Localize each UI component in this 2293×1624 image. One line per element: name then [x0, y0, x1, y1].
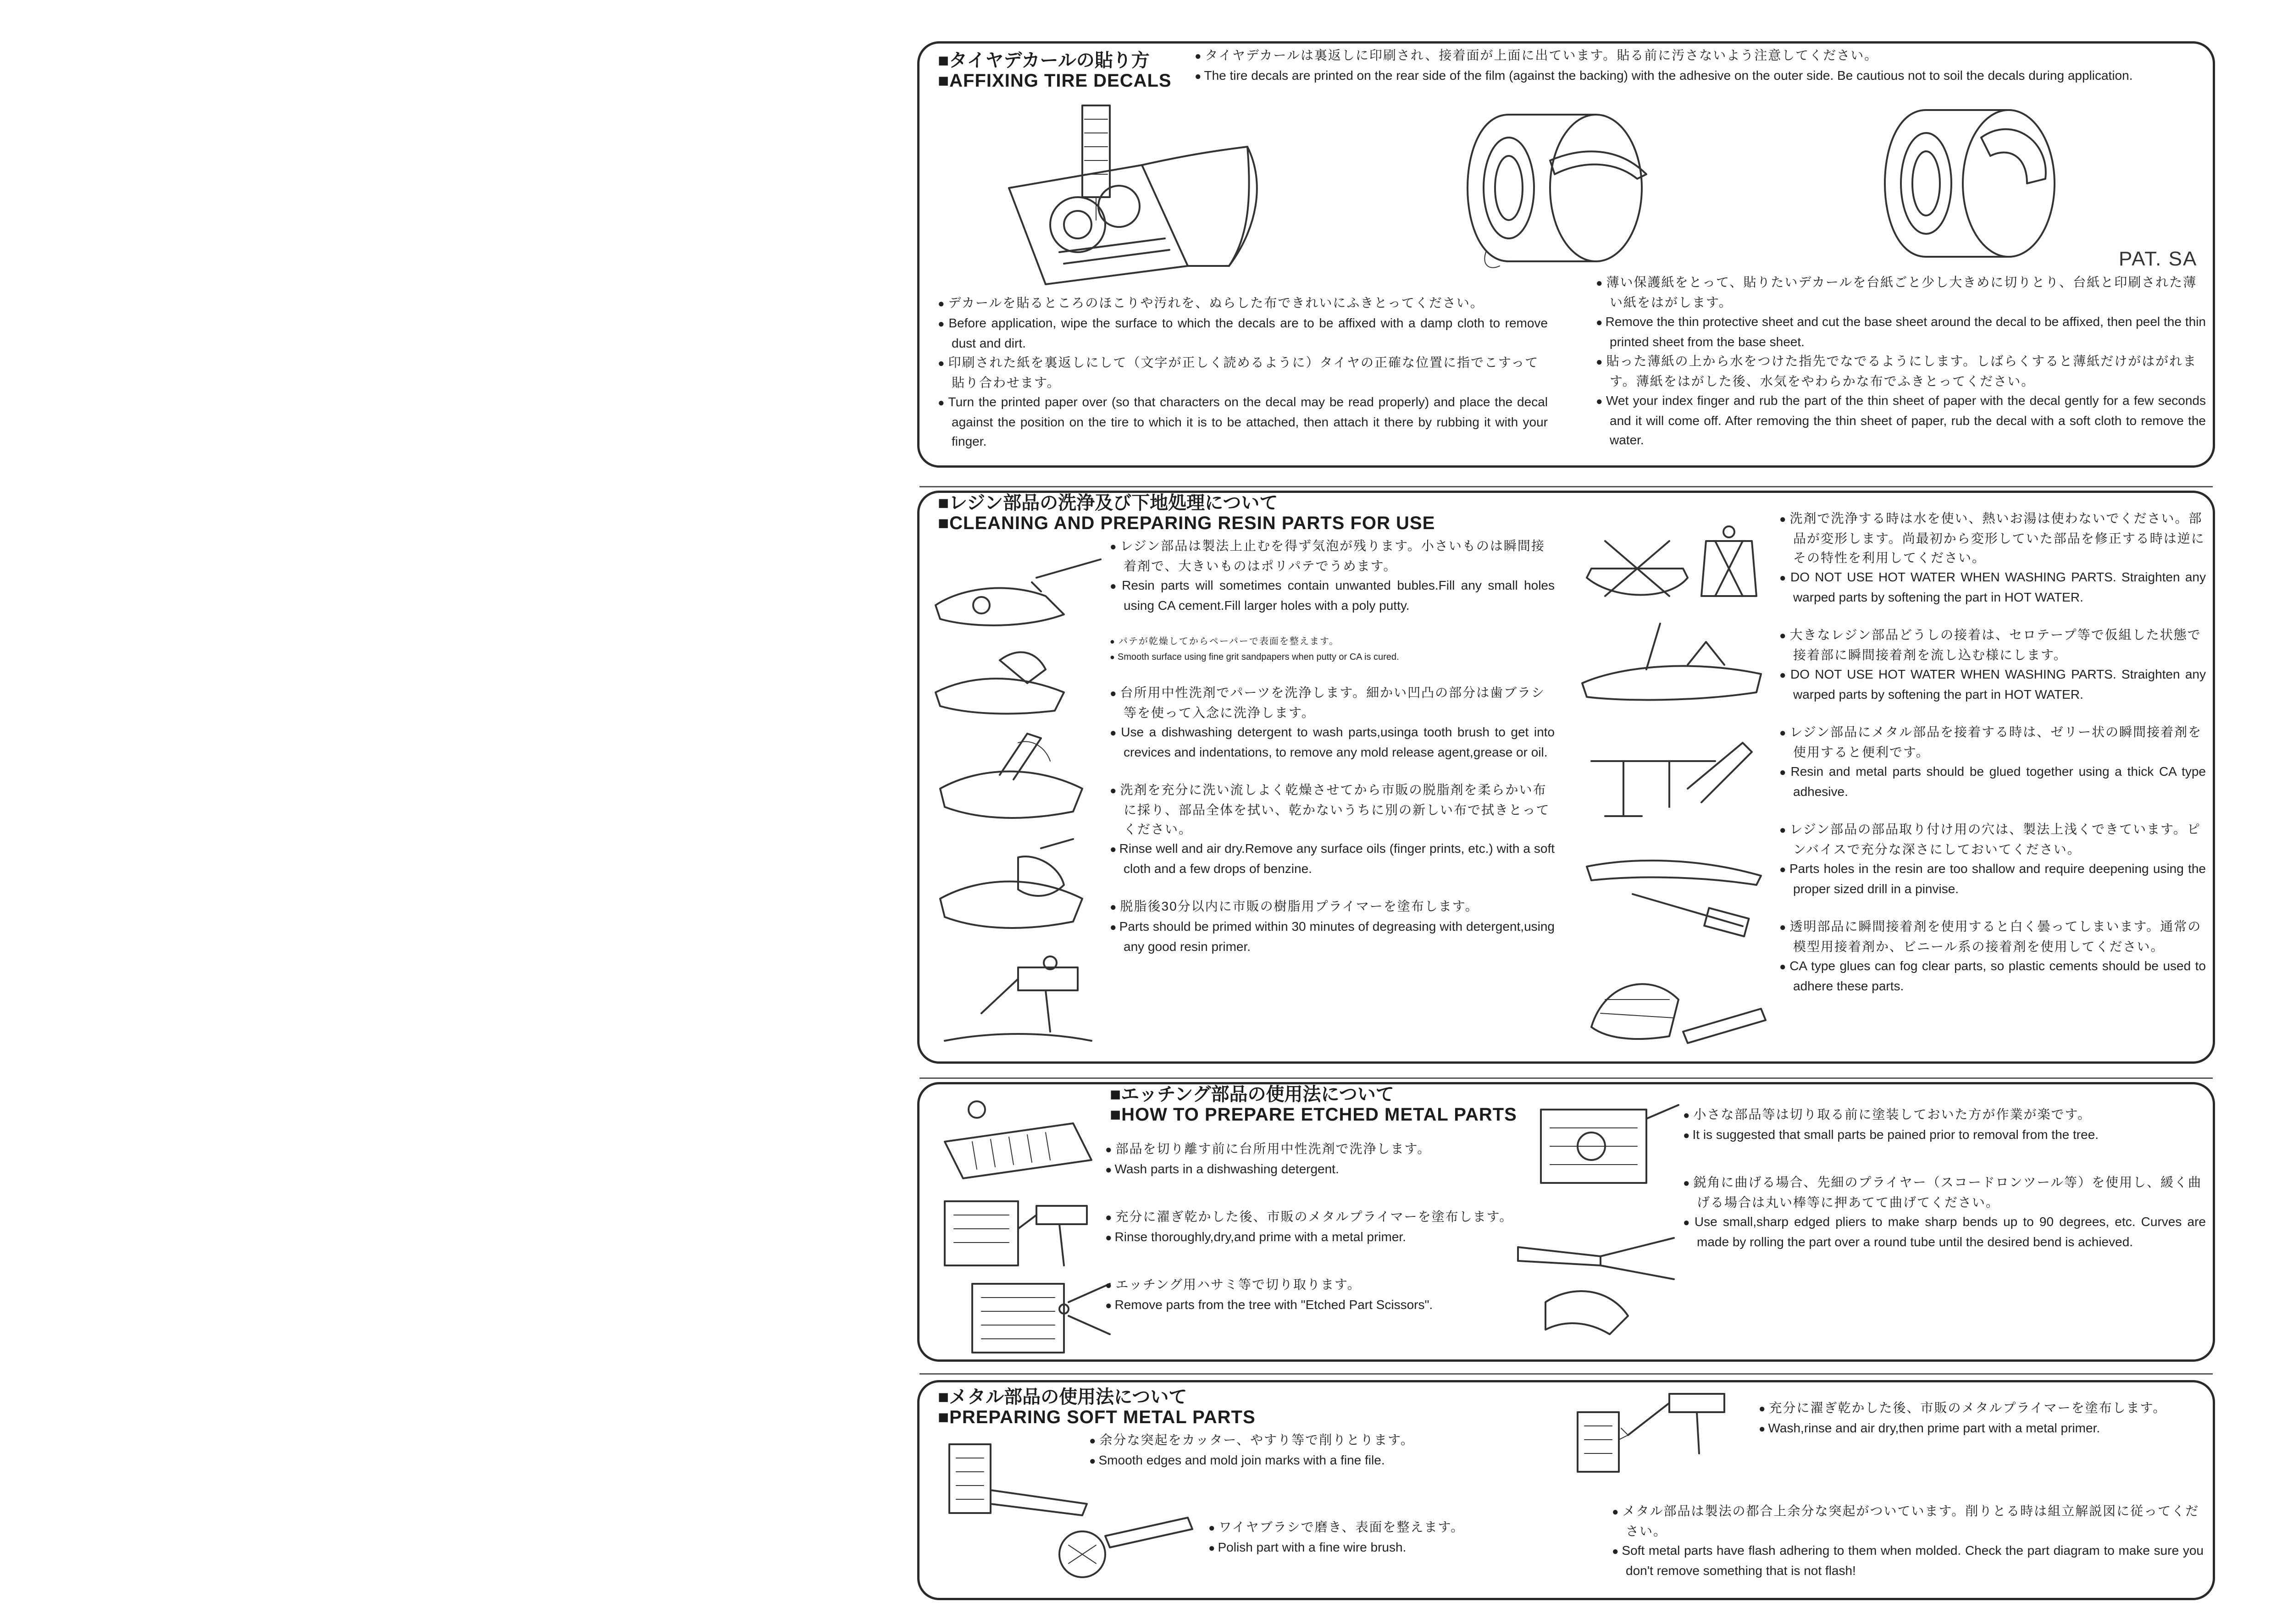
metal-right-step-1-jp: ● 充分に濯ぎ乾かした後、市販のメタルプライマーを塗布します。 — [1759, 1398, 2199, 1419]
etched-right-step-2-en: ● Use small,sharp edged pliers to make sharp bends up to 90 degrees, etc. Curves are made by rolling the part over a round tube until the desired bend is achieved. — [1683, 1212, 2206, 1252]
resin-putty-illustration — [926, 550, 1110, 637]
resin-right-step-3-jp: ● レジン部品にメタル部品を接着する時は、ゼリー状の瞬間接着剤を使用すると便利です。 — [1779, 723, 2206, 762]
resin-sanding-illustration — [926, 642, 1110, 720]
etched-priming-illustration — [936, 1188, 1105, 1275]
tire-right-step-2-jp: ● 貼った薄紙の上から水をつけた指先でなでるようにします。しばらくすると薄紙だけがはがれます。薄紙をはがした後、水気をやわらかな布でふきとってください。 — [1596, 352, 2206, 391]
tire-title-en: ■AFFIXING TIRE DECALS — [938, 71, 1172, 91]
divider-2 — [919, 1077, 2213, 1079]
tire-right-step-2-en: ● Wet your index finger and rub the part of the thin sheet of paper with the decal gently for a few seconds and it will come off. After removing the thin sheet of paper, rub the decal with a soft cloth to remove the water. — [1596, 391, 2206, 450]
resin-left-step-1-jp: ● レジン部品は製法上止むを得ず気泡が残ります。小さいものは瞬間接着剤で、大きいものはポリパテでうめます。 — [1110, 536, 1555, 576]
tire-left-step-2-jp: ● 印刷された紙を裏返しにして（文字が正しく読めるように）タイヤの正確な位置に指でこすって貼り合わせます。 — [938, 353, 1548, 392]
tire-right-step-1-en: ● Remove the thin protective sheet and cut the base sheet around the decal to be affixed, then peel the thin printed sheet from the base sheet. — [1596, 312, 2206, 352]
metal-title-jp: ■メタル部品の使用法について — [938, 1387, 1187, 1407]
resin-right-step-4-jp: ● レジン部品の部品取り付け用の穴は、製法上浅くできています。ピンバイスで充分な深さにしておいてください。 — [1779, 820, 2206, 859]
resin-title-jp: ■レジン部品の洗浄及び下地処理について — [938, 493, 1278, 513]
etched-right-step-1-jp: ● 小さな部品等は切り取る前に塗装しておいた方が作業が楽です。 — [1683, 1105, 2206, 1125]
resin-left-step-4-en: ● Rinse well and air dry.Remove any surface oils (finger prints, etc.) with a soft cloth and a few drops of benzine. — [1110, 839, 1555, 878]
resin-right-step-3-en: ● Resin and metal parts should be glued together using a thick CA type adhesive. — [1779, 762, 2206, 801]
resin-gluing-illustration — [1578, 614, 1770, 720]
resin-left-steps — [1110, 536, 1555, 956]
metal-left-step-1-jp: ● 余分な突起をカッター、やすり等で削りとります。 — [1089, 1431, 1502, 1451]
metal-left-step-1-en: ● Smooth edges and mold join marks with a fine file. — [1089, 1451, 1502, 1471]
tire-decal-applied-illustration — [1862, 96, 2077, 271]
resin-right-step-5-jp: ● 透明部品に瞬間接着剤を使用すると白く曇ってしまいます。通常の模型用接着剤か、ビニール系の接着剤を使用してください。 — [1779, 917, 2206, 956]
tire-left-step-1-jp: ● デカールを貼るところのほこりや汚れを、ぬらした布できれいにふきとってください。 — [938, 293, 1548, 314]
pat-label: PAT. SA — [2119, 248, 2198, 270]
resin-right-step-1-en: ● DO NOT USE HOT WATER WHEN WASHING PARTS. Straighten any warped parts by softening the part in HOT WATER. — [1779, 568, 2206, 607]
decal-sheet-illustration — [991, 101, 1284, 284]
metal-right-step-1 — [1759, 1398, 2199, 1439]
etched-painting-illustration — [1532, 1100, 1683, 1192]
resin-left-step-4-jp: ● 洗剤を充分に洗い流しよく乾燥させてから市販の脱脂剤を柔らかい布に採り、部品全体を拭い、乾かないうちに別の新しい布で拭きとってください。 — [1110, 780, 1555, 839]
etched-left-step-3-en: ● Remove parts from the tree with "Etched Part Scissors". — [1105, 1295, 1545, 1315]
metal-left-step-2-en: ● Polish part with a fine wire brush. — [1208, 1538, 1539, 1558]
resin-metal-gluing-illustration — [1578, 734, 1770, 834]
metal-right-step-2-en: ● Soft metal parts have flash adhering to them when molded. Check the part diagram to make sure you don't remove something that is not flash! — [1612, 1541, 2204, 1580]
metal-left-steps — [1089, 1431, 1502, 1471]
tire-left-step-2-en: ● Turn the printed paper over (so that characters on the decal may be read properly) and place the decal against the position on the tire to which it is to be attached, then attach it there by rubbing it with your finger. — [938, 392, 1548, 451]
resin-title-en: ■CLEANING AND PREPARING RESIN PARTS FOR USE — [938, 513, 1435, 533]
etched-scissors-illustration — [963, 1275, 1114, 1357]
etched-left-step-1-jp: ● 部品を切り離す前に台所用中性洗剤で洗浄します。 — [1105, 1139, 1545, 1160]
etched-pliers-illustration — [1509, 1210, 1683, 1339]
etched-right-step-2-jp: ● 鋭角に曲げる場合、先細のプライヤー（スコードロンツール等）を使用し、緩く曲げる場合は丸い棒等に押あてて曲げてください。 — [1683, 1173, 2206, 1212]
resin-degreasing-illustration — [926, 834, 1110, 935]
resin-right-step-2-jp: ● 大きなレジン部品どうしの接着は、セロテープ等で仮組した状態で接着部に瞬間接着剤を流し込む様にします。 — [1779, 625, 2206, 665]
tire-section-title — [938, 50, 1172, 91]
etched-right-step-1-en: ● It is suggested that small parts be pained prior to removal from the tree. — [1683, 1125, 2206, 1145]
no-hot-water-illustration — [1578, 514, 1770, 605]
resin-left-step-3-jp: ● 台所用中性洗剤でパーツを洗浄します。細かい凹凸の部分は歯ブラシ等を使って入念に洗浄します。 — [1110, 683, 1555, 723]
resin-right-steps — [1779, 509, 2206, 996]
metal-right-step-2-jp: ● メタル部品は製法の都合上余分な突起がついています。削りとる時は組立解説図に従ってください。 — [1612, 1502, 2204, 1541]
resin-right-step-4-en: ● Parts holes in the resin are too shallow and require deepening using the proper sized drill in a pinvise. — [1779, 859, 2206, 899]
etched-title-jp: ■エッチング部品の使用法について — [1110, 1084, 1394, 1105]
etched-left-steps — [1105, 1139, 1545, 1315]
etched-left-step-2-jp: ● 充分に濯ぎ乾かした後、市販のメタルプライマーを塗布します。 — [1105, 1207, 1545, 1227]
tire-left-step-1-en: ● Before application, wipe the surface to which the decals are to be affixed with a damp cloth to remove dust and dirt. — [938, 314, 1548, 353]
metal-section-title — [938, 1387, 1256, 1427]
tire-title-jp: ■タイヤデカールの貼り方 — [938, 50, 1150, 71]
resin-airbrush-illustration — [926, 949, 1110, 1055]
metal-airbrush-illustration — [1559, 1385, 1761, 1476]
etched-right-steps — [1683, 1105, 2206, 1252]
divider-1 — [919, 486, 2213, 487]
resin-washing-illustration — [926, 724, 1110, 825]
etched-left-step-3-jp: ● エッチング用ハサミ等で切り取ります。 — [1105, 1275, 1545, 1295]
resin-left-step-5-en: ● Parts should be primed within 30 minutes of degreasing with detergent,using any good resin primer. — [1110, 917, 1555, 956]
resin-left-step-2-en: ● Smooth surface using fine grit sandpapers when putty or CA is cured. — [1110, 649, 1555, 665]
tire-right-steps — [1596, 273, 2206, 450]
resin-right-step-1-jp: ● 洗剤で洗浄する時は水を使い、熱いお湯は使わないでください。部品が変形します。尚最初から変形していた部品を修正する時は逆にその特性を利用してください。 — [1779, 509, 2206, 568]
resin-right-step-2-en: ● DO NOT USE HOT WATER WHEN WASHING PARTS. Straighten any warped parts by softening the part in HOT WATER. — [1779, 665, 2206, 704]
tire-decal-peeling-illustration — [1445, 101, 1683, 275]
etched-title-en: ■HOW TO PREPARE ETCHED METAL PARTS — [1110, 1105, 1517, 1125]
etched-washing-illustration — [936, 1096, 1105, 1183]
tire-left-steps — [938, 293, 1548, 451]
tire-intro-jp: ● タイヤデカールは裏返しに印刷され、接着面が上面に出ています。貼る前に汚さないよう注意してください。 — [1195, 46, 2204, 66]
metal-left-step-2-jp: ● ワイヤブラシで磨き、表面を整えます。 — [1208, 1518, 1539, 1538]
metal-right-step-1-en: ● Wash,rinse and air dry,then prime part with a metal primer. — [1759, 1419, 2199, 1439]
metal-wire-brush-illustration — [1041, 1508, 1206, 1591]
tire-intro-en: ● The tire decals are printed on the rear side of the film (against the backing) with the adhesive on the outer side. Be cautious not to soil the decals during application. — [1195, 66, 2204, 86]
resin-left-step-5-jp: ● 脱脂後30分以内に市販の樹脂用プライマーを塗布します。 — [1110, 897, 1555, 917]
resin-left-step-2-jp: ● パテが乾燥してからペーパーで表面を整えます。 — [1110, 634, 1555, 649]
etched-section-title — [1110, 1084, 1517, 1125]
clear-parts-glue-illustration — [1578, 954, 1770, 1055]
tire-intro — [1195, 46, 2204, 86]
pinvise-drilling-illustration — [1578, 848, 1770, 940]
etched-left-step-2-en: ● Rinse thoroughly,dry,and prime with a metal primer. — [1105, 1227, 1545, 1248]
resin-right-step-5-en: ● CA type glues can fog clear parts, so plastic cements should be used to adhere these parts. — [1779, 956, 2206, 996]
resin-left-step-1-en: ● Resin parts will sometimes contain unwanted bubles.Fill any small holes using CA cement.Fill larger holes with a poly putty. — [1110, 576, 1555, 615]
metal-left-steps-2 — [1208, 1518, 1539, 1558]
tire-right-step-1-jp: ● 薄い保護紙をとって、貼りたいデカールを台紙ごと少し大きめに切りとり、台紙と印刷された薄い紙をはがします。 — [1596, 273, 2206, 312]
etched-left-step-1-en: ● Wash parts in a dishwashing detergent. — [1105, 1160, 1545, 1180]
divider-3 — [919, 1373, 2213, 1375]
resin-section-title — [938, 493, 1435, 533]
metal-right-step-2 — [1612, 1502, 2204, 1580]
resin-left-step-3-en: ● Use a dishwashing detergent to wash parts,usinga tooth brush to get into crevices and indentations, to remove any mold release agent,grease or oil. — [1110, 723, 1555, 762]
metal-title-en: ■PREPARING SOFT METAL PARTS — [938, 1407, 1256, 1427]
